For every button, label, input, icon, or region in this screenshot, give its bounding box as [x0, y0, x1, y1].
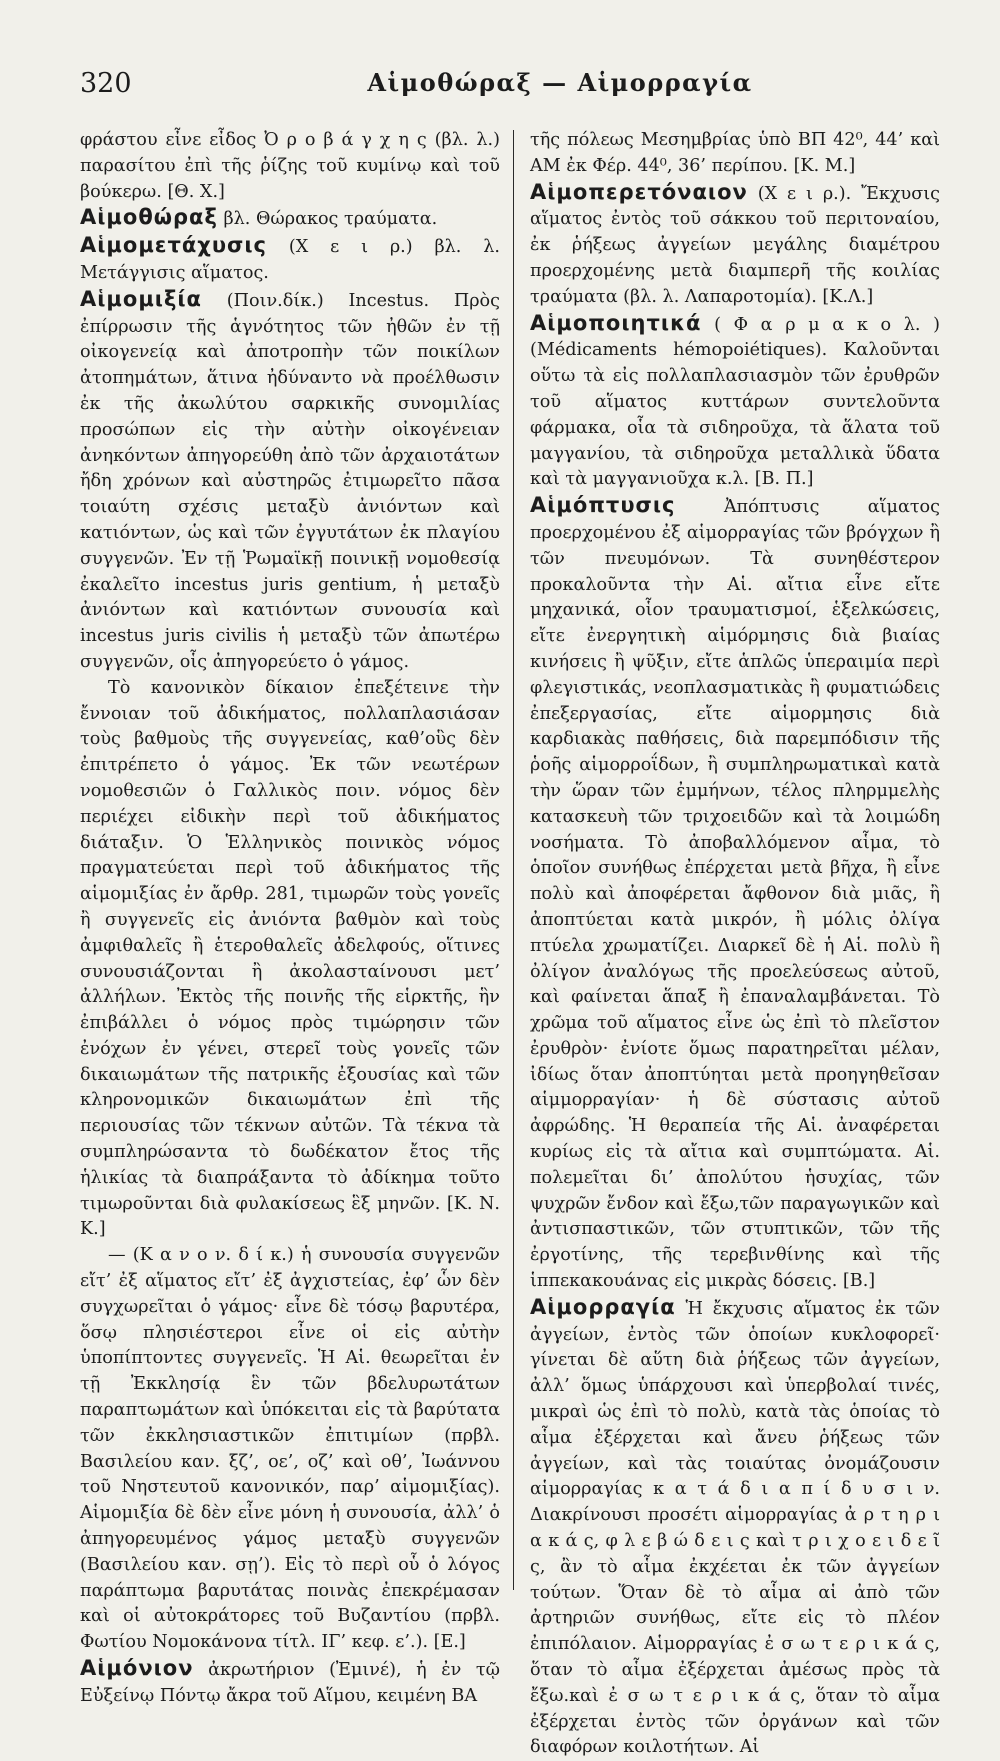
entry-text: τῆς πόλεως Μεσημβρίας ὑπὸ ΒΠ 42⁰, 44’ καὶ ΑΜ ἐκ Φέρ. 44⁰, 36’ περίπου. [Κ. Μ.] [530, 130, 940, 176]
page-number: 320 [80, 68, 132, 99]
entry-text: Τὸ κανονικὸν δίκαιον ἐπεξέτεινε τὴν ἔννοιαν τοῦ ἀδικήματος, πολλαπλασιάσαν τοὺς βαθμοὺς τῆς συγγενείας, καθ’οὓς δὲν ἐπιτρέπετο ὁ γάμος. Ἐκ τῶν νεωτέρων νομοθεσιῶν ὁ Γαλλικὸς ποιν. νόμος δὲν περιέχει εἰδικὴν περὶ τοῦ ἀδικήματος διάταξιν. Ὁ Ἑλληνικὸς ποινικὸς νόμος πραγματεύεται περὶ τοῦ ἀδικήματος τῆς αἱμομιξίας ἐν ἄρθρ. 281, τιμωρῶν τοὺς γονεῖς ἢ συγγενεῖς εἰς ἀνιόντα βαθμὸν καὶ τοὺς ἀμφιθαλεῖς ἢ ἑτεροθαλεῖς ἀδελφούς, οἵτινες συνουσιάζονται ἢ ἀκολασταίνουσι μετ’ ἀλλήλων. Ἐκτὸς τῆς ποινῆς τῆς εἱρκτῆς, ἣν ἐπιβάλλει ὁ νόμος πρὸς τιμώρησιν τῶν ἐνόχων ἐν γένει, στερεῖ τοὺς γονεῖς τῶν δικαιωμάτων τῆς πατρικῆς ἐξουσίας καὶ τῶν κληρονομικῶν δικαιωμάτων ἐπὶ τῆς περιουσίας τῶν τέκνων αὐτῶν. Τὰ τέκνα τὰ συμπληρώσαντα τὸ δωδέκατον ἔτος τῆς ἡλικίας τὰ διαπράξαντα τὸ ἀδίκημα τοῦτο τιμωροῦνται διὰ φυλακίσεως ἓξ μηνῶν. [Κ. Ν. Κ.] [80, 677, 500, 1240]
entry-headword: Αἱμόπτυσις [530, 493, 676, 518]
entry-headword: Αἱμοθώραξ [80, 205, 218, 230]
dictionary-entry [80, 205, 500, 233]
entry-headword: Αἱμόνιον [80, 1656, 194, 1681]
entry-text: (Ποιν.δίκ.) Incestus. Πρὸς ἐπίρρωσιν τῆς ἁγνότητος τῶν ἠθῶν ἐν τῇ οἰκογενείᾳ καὶ ἀποτροπὴν τῶν ποικίλων ἀτοπημάτων, ἅτινα ἠδύναντο νὰ προέλθωσιν ἐκ τῆς ἀκωλύτου σαρκικῆς συνομιλίας προσώπων εἰς τὴν αὐτὴν οἰκογένειαν ἀνηκόντων ἀπηγορεύθη ἀπὸ τῶν ἀρχαιοτάτων ἤδη χρόνων καὶ αὐστηρῶς ἐτιμωρεῖτο πᾶσα τοιαύτη σχέσις μεταξὺ ἀνιόντων καὶ κατιόντων, ὡς καὶ τῶν ἐγγυτάτων ἐκ πλαγίου συγγενῶν. Ἐν τῇ Ῥωμαϊκῇ ποινικῇ νομοθεσίᾳ ἐκαλεῖτο incestus juris gentium, ἡ μεταξὺ ἀνιόντων καὶ κατιόντων συνουσία καὶ incestus juris civilis ἡ μεταξὺ τῶν ἀπωτέρω συγγενῶν, οἷς ἀπηγορεύετο ὁ γάμος. [80, 290, 500, 672]
entry-headword: Αἱμορραγία [530, 1294, 676, 1319]
entry-headword: Αἱμοποιητικά [530, 310, 702, 335]
left-column [80, 128, 500, 1710]
entry-text: βλ. Θώρακος τραύματα. [223, 209, 438, 230]
dictionary-entry [530, 311, 940, 494]
column-divider [513, 130, 514, 1590]
dictionary-entry [80, 1243, 500, 1656]
entry-text: φράστου εἶνε εἶδος Ὀ ρ ο β ά γ χ η ς (βλ. λ.) παρασίτου ἐπὶ τῆς ῥίζης τοῦ κυμίνῳ καὶ τοῦ βούκερω. [Θ. Χ.] [80, 130, 500, 202]
entry-text: (Χ ε ι ρ.) βλ. λ. Μετάγγισις αἵματος. [80, 237, 500, 283]
entry-headword: Αἱμομετάχυσις [80, 233, 267, 258]
entry-text: — (Κ α ν ο ν. δ ί κ.) ἡ συνουσία συγγενῶν εἴτ’ ἐξ αἵματος εἴτ’ ἐξ ἀγχιστείας, ἐφ’ ὧν δὲν συγχωρεῖται ὁ γάμος· εἶνε δὲ τόσῳ βαρυτέρα, ὅσῳ πλησιέστεροι εἶνε οἱ εἰς αὐτὴν ὑποπίπτοντες συγγενεῖς. Ἡ Αἱ. θεωρεῖται ἐν τῇ Ἐκκλησίᾳ ἓν τῶν βδελυρωτάτων παραπτωμάτων καὶ ὑπόκειται εἰς τὰ βαρύτατα τῶν ἐκκλησιαστικῶν ἐπιτιμίων (πρβλ. Βασιλείου καν. ξζ’, οε’, οζ’ καὶ οθ’, Ἰωάννου τοῦ Νηστευτοῦ κανονικόν, παρ’ αἱμομιξίας). Αἱμομιξία δὲ δὲν εἶνε μόνη ἡ συνουσία, ἀλλ’ ὁ ἀπηγορευμένος γάμος μεταξὺ συγγενῶν (Βασιλείου καν. σῃ’). Εἰς τὸ περὶ οὗ ὁ λόγος παράπτωμα βαρυτάτας ποινὰς ἐπεκρέμασαν καὶ οἱ αὐτοκράτορες τοῦ Βυζαντίου (πρβλ. Φωτίου Νομοκάνονα τίτλ. ΙΓ’ κεφ. ε’.). [Ε.] [80, 1245, 500, 1653]
dictionary-entry [80, 287, 500, 676]
entry-headword: Αἱμοπερετόναιον [530, 179, 748, 204]
right-column [530, 128, 940, 1761]
entry-text: Ἡ ἔκχυσις αἵματος ἐκ τῶν ἀγγείων, ἐντὸς τῶν ὁποίων κυκλοφορεῖ· γίνεται δὲ αὕτη διὰ ῥήξεως τῶν ἀγγείων, ἀλλ’ ὅμως ὑπάρχουσι καὶ ὑπερβολαί τινές, μικραὶ ὡς ἐπὶ τὸ πολὺ, κατὰ τὰς ὁποίας τὸ αἷμα ἐξέρχεται καὶ ἄνευ ῥήξεως τῶν ἀγγείων, καὶ τὰς τοιαύτας ὀνομάζουσιν αἱμορραγίας κ α τ ά δ ι α π ί δ υ σ ι ν. Διακρίνουσι προσέτι αἱμορραγίας ἀ ρ τ η ρ ι α κ ά ς, φ λ ε β ώ δ ε ι ς καὶ τ ρ ι χ ο ε ι δ ε ῖ ς, ἂν τὸ αἷμα ἐκχέεται ἐκ τῶν ἀγγείων τούτων. Ὅταν δὲ τὸ αἷμα αἱ ἀπὸ τῶν ἀρτηριῶν συνήθως, εἴτε εἰς τὸ πλέον ἐπιπόλαιον. Αἱμορραγίας ἐ σ ω τ ε ρ ι κ ά ς, ὅταν τὸ αἷμα ἐξέρχεται ἀμέσως πρὸς τὰ ἔξω.καὶ ἐ σ ω τ ε ρ ι κ ά ς, ὅταν τὸ αἷμα ἐξέρχεται ἐντὸς τῶν ὀργάνων καὶ τῶν διαφόρων κοιλοτήτων. Αἱ [530, 1298, 941, 1758]
dictionary-entry [80, 233, 500, 287]
page-header [80, 68, 940, 108]
dictionary-entry [530, 1295, 940, 1761]
entry-text: (Χ ε ι ρ.). Ἔκχυσις αἵματος ἐντὸς τοῦ σάκκου τοῦ περιτοναίου, ἐκ ῥήξεως ἀγγείων μεγάλης διαμέτρου προερχομένης μετὰ διαμπερῆ τῆς κοιλίας τραύματα (βλ. λ. Λαπαροτομία). [Κ.Λ.] [530, 183, 940, 307]
dictionary-entry [530, 180, 940, 311]
dictionary-entry [530, 128, 940, 180]
running-title: Αἱμοθώραξ — Αἱμορραγία [367, 68, 753, 97]
entry-headword: Αἱμομιξία [80, 286, 202, 311]
dictionary-entry [80, 1656, 500, 1710]
dictionary-entry [80, 676, 500, 1244]
dictionary-entry [530, 493, 940, 1295]
dictionary-entry [80, 128, 500, 205]
entry-text: Ἀπόπτυσις αἵματος προερχομένου ἐξ αἱμορραγίας τῶν βρόγχων ἢ τῶν πνευμόνων. Τὰ συνηθέστερον προκαλοῦντα τὴν Αἱ. αἴτια εἶνε εἴτε μηχανικά, οἷον τραυματισμοί, ἑξελκώσεις, εἴτε ἐνεργητικὴ αἱμόρμησις διὰ βιαίας κινήσεις ἢ ψῦξιν, εἴτε ἁπλῶς ὑπεραιμία περὶ φλεγιστικάς, νεοπλασματικὰς ἢ φυματιώδεις ἐπεξεργασίας, εἴτε αἱμορμησις διὰ καρδιακὰς παθήσεις, διὰ παρεμπόδισιν τῆς ῥοῆς αἱμορροΐδων, ἢ συμπληρωματικαὶ κατὰ τὴν ὥραν τῶν ἐμμήνων, τέλος πληρμμελὴς κατασκευὴ τῶν τριχοειδῶν καὶ τὰ λοιμώδη νοσήματα. Τὸ ἀποβαλλόμενον αἷμα, τὸ ὁποῖον συνήθως ἐπέρχεται μετὰ βῆχα, ἢ εἶνε πολὺ καὶ ἀποφέρεται ἄφθονον διὰ μιᾶς, ἢ ἀποπτύεται κατὰ μικρόν, ἢ μόλις ὀλίγα πτύελα χρωματίζει. Διαρκεῖ δὲ ἡ Αἱ. πολὺ ἢ ὀλίγον ἀναλόγως τῆς προελεύσεως αὐτοῦ, καὶ φαίνεται ἅπαξ ἢ ἐπαναλαμβάνεται. Τὸ χρῶμα τοῦ αἵματος εἶνε ὡς ἐπὶ τὸ πλεῖστον ἐρυθρὸν· ἐνίοτε ὅμως παρατηρεῖται μέλαν, ἰδίως ὅταν ἀποπτύηται μετὰ προηγηθεῖσαν αἱμμορραγίαν· ἡ δὲ σύστασις αὐτοῦ ἀφρώδης. Ἡ θεραπεία τῆς Αἱ. ἀναφέρεται κυρίως εἰς τὰ αἴτια καὶ συμπτώματα. Αἱ. πολεμεῖται δι’ ἀπολύτου ἡσυχίας, τῶν ψυχρῶν ἔνδον καὶ ἔξω,τῶν παραγωγικῶν καὶ ἀντισπαστικῶν, τῶν στυπτικῶν, τῶν τῆς ἐργοτίνης, τῆς τερεβινθίνης καὶ τῆς ἱππεκακουάνας εἰς μικρὰς δόσεις. [Β.] [530, 497, 941, 1292]
entry-text: ἀκρωτήριον (Ἐμινέ), ἡ ἐν τῷ Εὐξείνῳ Πόντῳ ἄκρα τοῦ Αἵμου, κειμένη ΒΑ [80, 1660, 501, 1706]
entry-text: ( Φ α ρ μ α κ ο λ. ) (Médicaments hémopoiétiques). Καλοῦνται οὕτω τὰ εἰς πολλαπλασιασμὸν τῶν ἐρυθρῶν τοῦ αἵματος κυττάρων συντελοῦντα φάρμακα, οἷα τὰ σιδηροῦχα, τὰ ἅλατα τοῦ μαγγανίου, τὰ σιδηροῦχα μεταλλικὰ ὕδατα καὶ τὰ μαγγανιοῦχα κ.λ. [Β. Π.] [530, 314, 940, 490]
